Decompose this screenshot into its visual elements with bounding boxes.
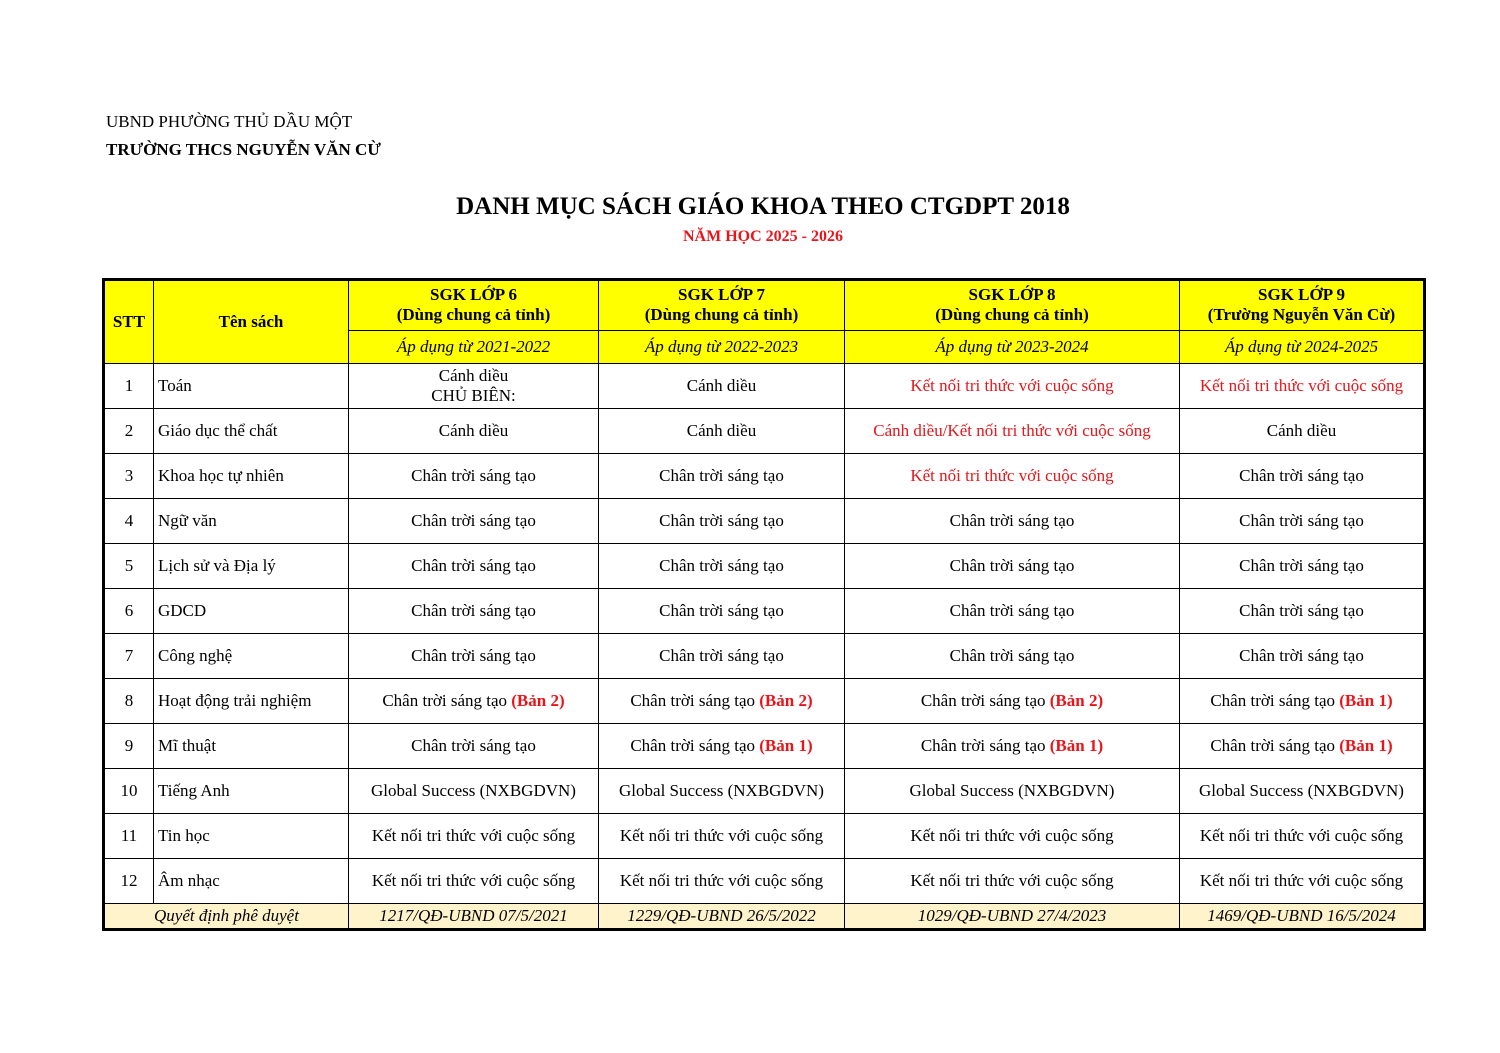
- cell-grade-9: Chân trời sáng tạo: [1180, 544, 1425, 589]
- cell-grade-7: Cánh diều: [599, 364, 845, 409]
- cell-grade-6: Kết nối tri thức với cuộc sống: [349, 814, 599, 859]
- applied-grade-9: Áp dụng từ 2024-2025: [1180, 330, 1425, 363]
- approval-grade-8: 1029/QĐ-UBND 27/4/2023: [845, 904, 1180, 930]
- table-row: [104, 859, 1425, 904]
- cell-grade-7: Global Success (NXBGDVN): [599, 769, 845, 814]
- edition-badge: (Bản 1): [1339, 736, 1393, 755]
- row-stt: 9: [104, 724, 154, 769]
- cell-grade-7: Kết nối tri thức với cuộc sống: [599, 814, 845, 859]
- cell-grade-8: Cánh diều/Kết nối tri thức với cuộc sống: [845, 409, 1180, 454]
- cell-grade-8: Kết nối tri thức với cuộc sống: [845, 364, 1180, 409]
- cell-grade-8: Kết nối tri thức với cuộc sống: [845, 814, 1180, 859]
- applied-grade-7: Áp dụng từ 2022-2023: [599, 330, 845, 363]
- approval-label: Quyết định phê duyệt: [104, 904, 349, 930]
- table-body: [104, 364, 1425, 904]
- applied-grade-6: Áp dụng từ 2021-2022: [349, 330, 599, 363]
- cell-grade-8: Chân trời sáng tạo: [845, 634, 1180, 679]
- header-grade-6: SGK LỚP 6 (Dùng chung cả tỉnh): [349, 280, 599, 331]
- cell-grade-9: Kết nối tri thức với cuộc sống: [1180, 859, 1425, 904]
- row-stt: 10: [104, 769, 154, 814]
- cell-grade-7: Chân trời sáng tạo: [599, 634, 845, 679]
- cell-grade-9: Chân trời sáng tạo (Bản 1): [1180, 724, 1425, 769]
- row-stt: 8: [104, 679, 154, 724]
- textbook-table: [102, 278, 1426, 931]
- row-stt: 6: [104, 589, 154, 634]
- table-row: [104, 454, 1425, 499]
- table-row: [104, 679, 1425, 724]
- header-grade-8: SGK LỚP 8 (Dùng chung cả tỉnh): [845, 280, 1180, 331]
- cell-grade-8: Chân trời sáng tạo: [845, 544, 1180, 589]
- applied-grade-8: Áp dụng từ 2023-2024: [845, 330, 1180, 363]
- cell-grade-9: Kết nối tri thức với cuộc sống: [1180, 814, 1425, 859]
- cell-grade-9: Chân trời sáng tạo: [1180, 634, 1425, 679]
- row-stt: 2: [104, 409, 154, 454]
- cell-grade-6: Cánh diều CHỦ BIÊN:: [349, 364, 599, 409]
- cell-grade-6: Kết nối tri thức với cuộc sống: [349, 859, 599, 904]
- table-row: [104, 589, 1425, 634]
- row-stt: 3: [104, 454, 154, 499]
- cell-grade-9: Global Success (NXBGDVN): [1180, 769, 1425, 814]
- table-row: [104, 769, 1425, 814]
- cell-grade-9: Chân trời sáng tạo (Bản 1): [1180, 679, 1425, 724]
- cell-grade-7: Kết nối tri thức với cuộc sống: [599, 859, 845, 904]
- cell-grade-7: Chân trời sáng tạo: [599, 454, 845, 499]
- row-book-name: Âm nhạc: [154, 859, 349, 904]
- approval-grade-9: 1469/QĐ-UBND 16/5/2024: [1180, 904, 1425, 930]
- table-row: [104, 409, 1425, 454]
- cell-grade-9: Chân trời sáng tạo: [1180, 454, 1425, 499]
- edition-badge: (Bản 1): [1339, 691, 1393, 710]
- header-grade-7: SGK LỚP 7 (Dùng chung cả tỉnh): [599, 280, 845, 331]
- cell-grade-8: Kết nối tri thức với cuộc sống: [845, 454, 1180, 499]
- cell-grade-7: Chân trời sáng tạo: [599, 589, 845, 634]
- table-row: [104, 364, 1425, 409]
- row-book-name: Toán: [154, 364, 349, 409]
- table-row: [104, 634, 1425, 679]
- table-row: [104, 814, 1425, 859]
- row-book-name: Tiếng Anh: [154, 769, 349, 814]
- edition-badge: (Bản 2): [759, 691, 813, 710]
- cell-grade-8: Global Success (NXBGDVN): [845, 769, 1180, 814]
- cell-grade-6: Chân trời sáng tạo: [349, 589, 599, 634]
- table-row: [104, 544, 1425, 589]
- cell-grade-7: Chân trời sáng tạo: [599, 499, 845, 544]
- row-stt: 7: [104, 634, 154, 679]
- org-line-1: UBND PHƯỜNG THỦ DẦU MỘT: [106, 112, 353, 131]
- cell-grade-7: Chân trời sáng tạo (Bản 2): [599, 679, 845, 724]
- row-stt: 11: [104, 814, 154, 859]
- cell-grade-8: Chân trời sáng tạo (Bản 2): [845, 679, 1180, 724]
- cell-grade-7: Chân trời sáng tạo: [599, 544, 845, 589]
- cell-grade-9: Cánh diều: [1180, 409, 1425, 454]
- cell-grade-9: Kết nối tri thức với cuộc sống: [1180, 364, 1425, 409]
- row-book-name: Tin học: [154, 814, 349, 859]
- row-book-name: Ngữ văn: [154, 499, 349, 544]
- row-stt: 1: [104, 364, 154, 409]
- row-stt: 4: [104, 499, 154, 544]
- header-book-name: Tên sách: [154, 280, 349, 364]
- table-row: [104, 724, 1425, 769]
- row-stt: 5: [104, 544, 154, 589]
- header-grade-9: SGK LỚP 9 (Trường Nguyễn Văn Cừ): [1180, 280, 1425, 331]
- org-line-2: TRƯỜNG THCS NGUYỄN VĂN CỪ: [106, 140, 381, 159]
- row-book-name: Mĩ thuật: [154, 724, 349, 769]
- approval-grade-6: 1217/QĐ-UBND 07/5/2021: [349, 904, 599, 930]
- cell-grade-8: Chân trời sáng tạo (Bản 1): [845, 724, 1180, 769]
- cell-grade-8: Chân trời sáng tạo: [845, 499, 1180, 544]
- cell-grade-6: Chân trời sáng tạo (Bản 2): [349, 679, 599, 724]
- edition-badge: (Bản 2): [1049, 691, 1104, 710]
- page-subtitle: NĂM HỌC 2025 - 2026: [683, 228, 843, 245]
- row-book-name: Công nghệ: [154, 634, 349, 679]
- row-book-name: Hoạt động trải nghiệm: [154, 679, 349, 724]
- cell-grade-6: Chân trời sáng tạo: [349, 454, 599, 499]
- cell-grade-6: Chân trời sáng tạo: [349, 724, 599, 769]
- cell-grade-6: Chân trời sáng tạo: [349, 544, 599, 589]
- cell-grade-6: Chân trời sáng tạo: [349, 499, 599, 544]
- cell-grade-9: Chân trời sáng tạo: [1180, 499, 1425, 544]
- cell-grade-8: Chân trời sáng tạo: [845, 589, 1180, 634]
- cell-grade-6: Chân trời sáng tạo: [349, 634, 599, 679]
- approval-row: [104, 904, 1425, 930]
- cell-grade-6: Global Success (NXBGDVN): [349, 769, 599, 814]
- row-stt: 12: [104, 859, 154, 904]
- cell-grade-6: Cánh diều: [349, 409, 599, 454]
- edition-badge: (Bản 2): [511, 691, 565, 710]
- edition-badge: (Bản 1): [759, 736, 813, 755]
- approval-grade-7: 1229/QĐ-UBND 26/5/2022: [599, 904, 845, 930]
- cell-grade-8: Kết nối tri thức với cuộc sống: [845, 859, 1180, 904]
- page-title: DANH MỤC SÁCH GIÁO KHOA THEO CTGDPT 2018: [456, 193, 1070, 220]
- cell-grade-7: Cánh diều: [599, 409, 845, 454]
- edition-badge: (Bản 1): [1049, 736, 1104, 755]
- row-book-name: Lịch sử và Địa lý: [154, 544, 349, 589]
- row-book-name: GDCD: [154, 589, 349, 634]
- row-book-name: Khoa học tự nhiên: [154, 454, 349, 499]
- header-stt: STT: [104, 280, 154, 364]
- cell-grade-9: Chân trời sáng tạo: [1180, 589, 1425, 634]
- cell-grade-7: Chân trời sáng tạo (Bản 1): [599, 724, 845, 769]
- table-row: [104, 499, 1425, 544]
- row-book-name: Giáo dục thể chất: [154, 409, 349, 454]
